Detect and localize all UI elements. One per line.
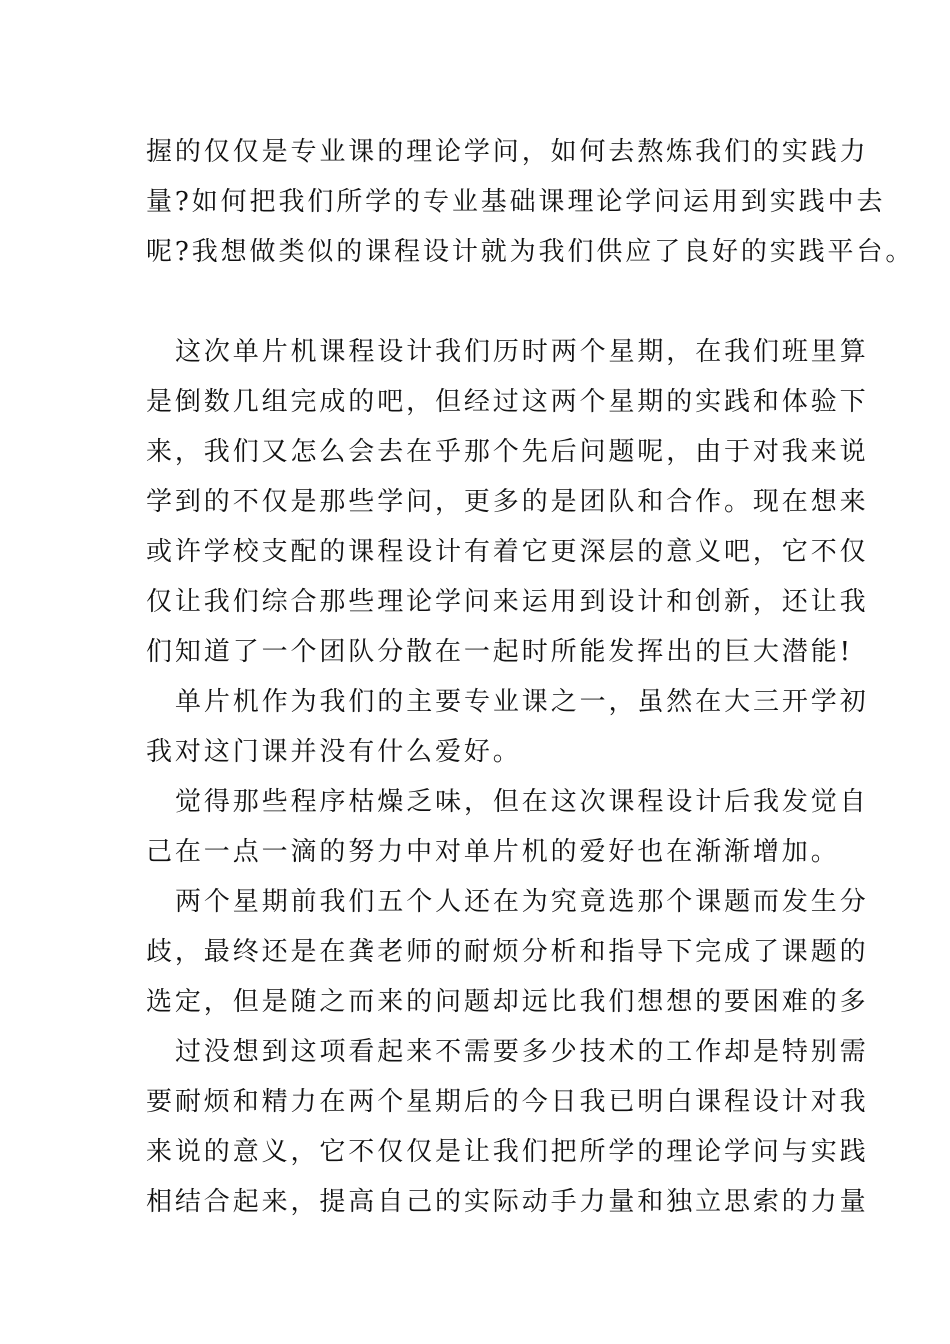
text-line: 相结合起来，提高自己的实际动手力量和独立思索的力量	[146, 1187, 869, 1217]
paragraph-first-line: 单片机作为我们的主要专业课之一，虽然在大三开学初	[175, 687, 869, 717]
text-line: 握的仅仅是专业课的理论学问，如何去熬炼我们的实践力	[146, 137, 869, 167]
text-line: 们知道了一个团队分散在一起时所能发挥出的巨大潜能!	[146, 637, 853, 667]
text-line: 己在一点一滴的努力中对单片机的爱好也在渐渐增加。	[146, 837, 840, 867]
paragraph-first-line: 过没想到这项看起来不需要多少技术的工作却是特别需	[175, 1037, 869, 1067]
text-line: 选定，但是随之而来的问题却远比我们想想的要困难的多	[146, 987, 869, 1017]
text-line: 来说的意义，它不仅仅是让我们把所学的理论学问与实践	[146, 1137, 869, 1167]
paragraph-first-line: 两个星期前我们五个人还在为究竟选那个课题而发生分	[175, 887, 869, 917]
text-line: 要耐烦和精力在两个星期后的今日我已明白课程设计对我	[146, 1087, 869, 1117]
text-line: 或许学校支配的课程设计有着它更深层的意义吧，它不仅	[146, 537, 869, 567]
paragraph-first-line: 这次单片机课程设计我们历时两个星期，在我们班里算	[175, 337, 869, 367]
text-line: 仅让我们综合那些理论学问来运用到设计和创新，还让我	[146, 587, 869, 617]
paragraph-first-line: 觉得那些程序枯燥乏味，但在这次课程设计后我发觉自	[175, 787, 869, 817]
text-line: 歧，最终还是在龚老师的耐烦分析和指导下完成了课题的	[146, 937, 869, 967]
text-line: 学到的不仅是那些学问，更多的是团队和合作。现在想来	[146, 487, 869, 517]
text-line: 我对这门课并没有什么爱好。	[146, 737, 522, 767]
text-line: 量?如何把我们所学的专业基础课理论学问运用到实践中去	[146, 187, 886, 217]
text-line: 呢?我想做类似的课程设计就为我们供应了良好的实践平台。	[146, 237, 915, 267]
text-line: 来，我们又怎么会去在乎那个先后问题呢，由于对我来说	[146, 437, 869, 467]
text-line: 是倒数几组完成的吧，但经过这两个星期的实践和体验下	[146, 387, 869, 417]
